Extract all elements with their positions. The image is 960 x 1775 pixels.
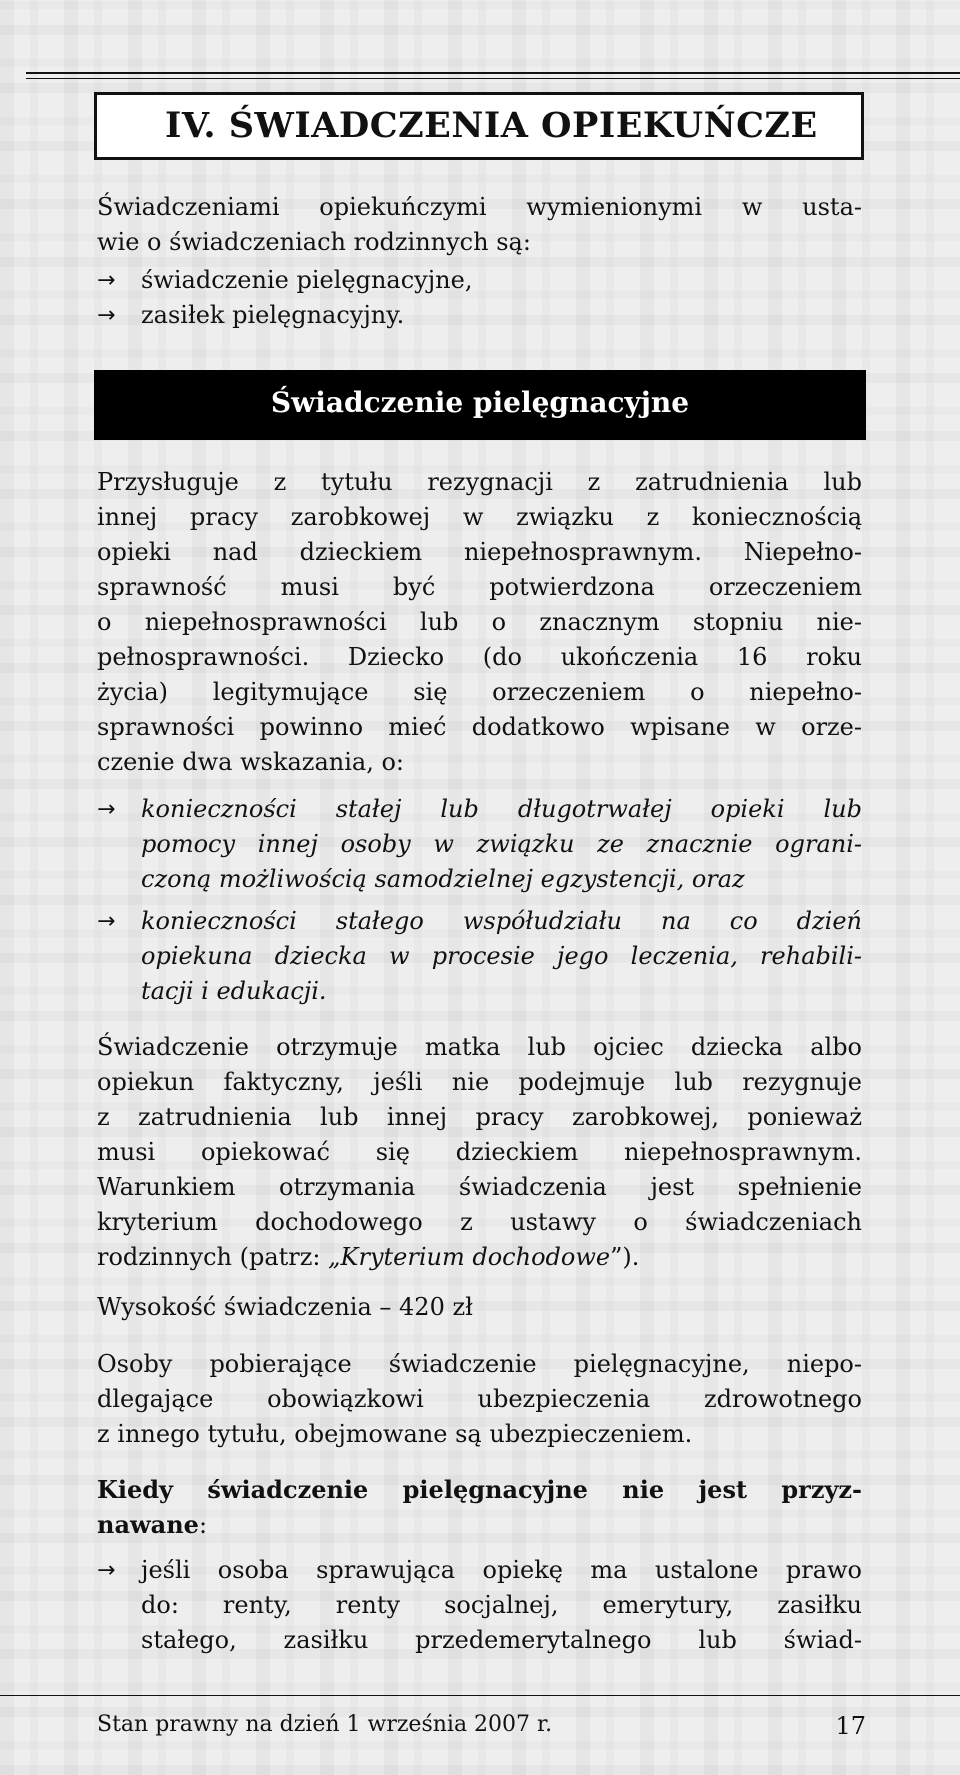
text-line	[97, 1507, 862, 1543]
footer-legal-status: Stan prawny na dzień 1 września 2007 r.	[97, 1712, 553, 1737]
text-line: pełnosprawności. Dziecko (do ukończenia 16 roku	[97, 643, 862, 671]
arrow-right-icon: →	[97, 797, 116, 822]
arrow-right-icon: →	[97, 909, 116, 934]
arrow-right-icon: →	[97, 268, 116, 293]
top-rule-thin	[26, 78, 960, 79]
text-line: do: renty, renty socjalnej, emerytury, zasiłku	[141, 1591, 862, 1619]
text-line: innej pracy zarobkowej w związku z koniecznością	[97, 503, 862, 531]
intro-paragraph	[97, 190, 862, 260]
text-line: Wysokość świadczenia – 420 zł	[97, 1293, 473, 1321]
section-header-bar	[94, 370, 866, 440]
section-title: Świadczenie pielęgnacyjne	[270, 386, 690, 419]
text-line: z innego tytułu, obejmowane są ubezpieczeniem.	[97, 1420, 693, 1448]
text-line: wie o świadczeniach rodzinnych są:	[97, 228, 531, 256]
text-line: jeśli osoba sprawująca opiekę ma ustalone prawo	[141, 1556, 862, 1584]
text-line: o niepełnosprawności lub o znacznym stopniu nie-	[97, 608, 862, 636]
text-line: kryterium dochodowego z ustawy o świadczeniach	[97, 1208, 862, 1236]
text-line: Świadczeniami opiekuńczymi wymienionymi w usta-	[97, 193, 862, 221]
footer-rule	[0, 1695, 960, 1696]
arrow-right-icon: →	[97, 1558, 116, 1583]
text-line: czenie dwa wskazania, o:	[97, 748, 404, 776]
text-line: Świadczenie otrzymuje matka lub ojciec dziecka albo	[97, 1033, 862, 1061]
text-line: z zatrudnienia lub innej pracy zarobkowej, ponieważ	[97, 1103, 862, 1131]
text-line: Kiedy świadczenie pielęgnacyjne nie jest przyz-	[97, 1475, 862, 1504]
text-line: konieczności stałego współudziału na co dzień	[141, 907, 862, 935]
list-item-text	[141, 792, 862, 897]
reference-link-text: „Kryterium dochodowe	[328, 1243, 611, 1271]
chapter-header-box	[94, 92, 864, 160]
chapter-title: IV. ŚWIADCZENIA OPIEKUŃCZE	[165, 105, 818, 146]
text-segment: :	[198, 1511, 208, 1539]
paragraph-recipients	[97, 1030, 862, 1275]
text-line: stałego, zasiłku przedemerytalnego lub świad-	[141, 1626, 862, 1654]
list-item-text	[141, 904, 862, 1009]
page-number: 17	[835, 1712, 866, 1740]
text-line: konieczności stałej lub długotrwałej opieki lub	[141, 795, 862, 823]
text-line: opiekuna dziecka w procesie jego leczenia, rehabili-	[141, 942, 862, 970]
top-rule	[26, 72, 960, 74]
paragraph-eligibility	[97, 465, 862, 780]
text-line: opiekun faktyczny, jeśli nie podejmuje lub rezygnuje	[97, 1068, 862, 1096]
text-line: tacji i edukacji.	[141, 977, 327, 1005]
arrow-right-icon: →	[97, 303, 116, 328]
text-line: Osoby pobierające świadczenie pielęgnacyjne, niepo-	[97, 1350, 862, 1378]
text-line: Warunkiem otrzymania świadczenia jest spełnienie	[97, 1173, 862, 1201]
paragraph-insurance	[97, 1347, 862, 1452]
text-line: czoną możliwością samodzielnej egzystencji, oraz	[141, 865, 745, 893]
text-line: musi opiekować się dzieckiem niepełnosprawnym.	[97, 1138, 862, 1166]
text-segment: nawane	[97, 1510, 199, 1539]
text-line: sprawności powinno mieć dodatkowo wpisane w orze-	[97, 713, 862, 741]
list-item-text: zasiłek pielęgnacyjny.	[141, 301, 405, 329]
text-line: dlegające obowiązkowi ubezpieczenia zdrowotnego	[97, 1385, 862, 1413]
list-item-text	[141, 1553, 862, 1658]
text-line: pomocy innej osoby w związku ze znacznie ograni-	[141, 830, 862, 858]
text-line: opieki nad dzieckiem niepełnosprawnym. Niepełno-	[97, 538, 862, 566]
benefit-amount	[97, 1290, 862, 1325]
text-line	[97, 1240, 862, 1275]
list-item-text: świadczenie pielęgnacyjne,	[141, 266, 473, 294]
text-line: sprawność musi być potwierdzona orzeczeniem	[97, 573, 862, 601]
text-line: Przysługuje z tytułu rezygnacji z zatrudnienia lub	[97, 468, 862, 496]
text-segment: rodzinnych (patrz:	[97, 1243, 329, 1271]
text-line: życia) legitymujące się orzeczeniem o niepełno-	[97, 678, 862, 706]
text-segment: ”).	[610, 1243, 640, 1271]
subheading-not-granted	[97, 1472, 862, 1543]
